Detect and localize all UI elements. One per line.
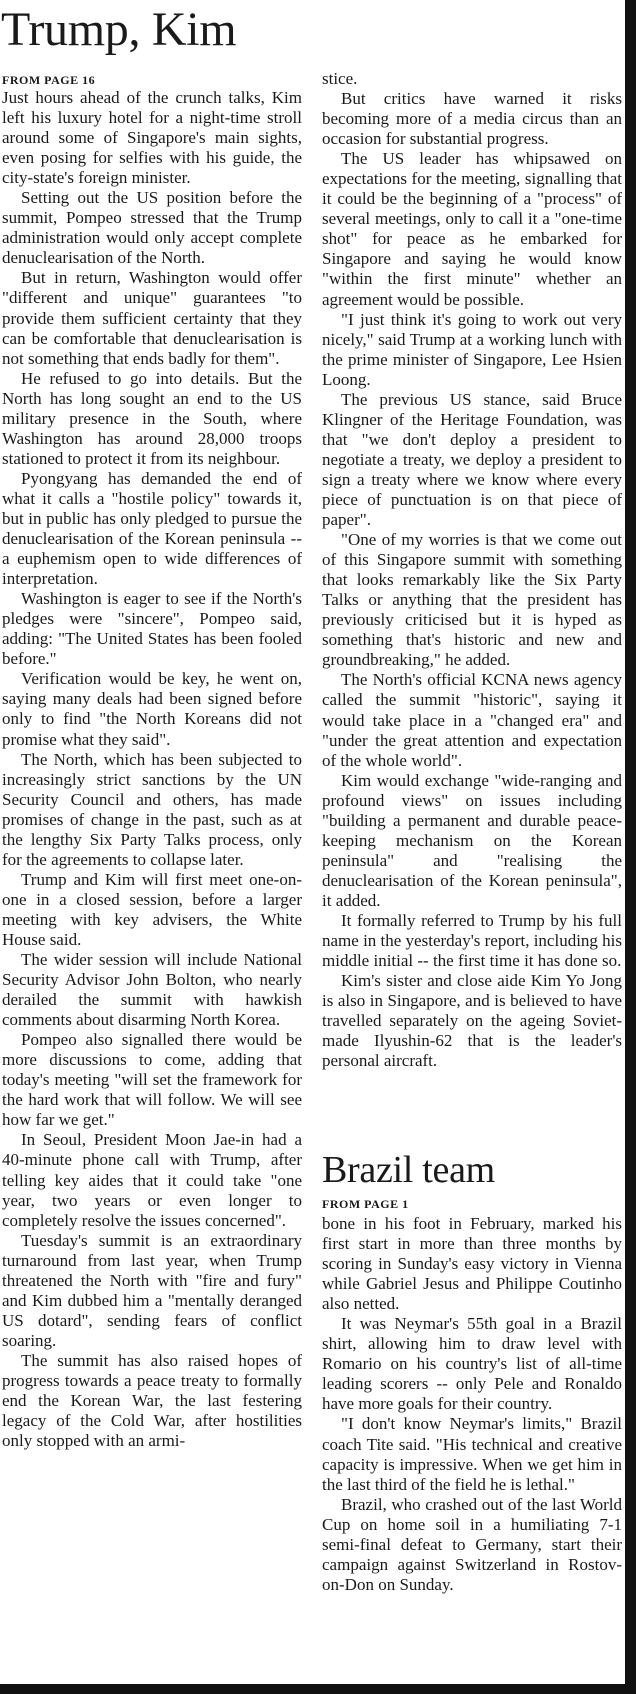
- trump-kim-headline: Trump, Kim: [1, 3, 237, 56]
- article-paragraph: The previous US stance, said Bruce Klingner of the Heritage Foundation, was that "we don't deploy a president to negotiate a treaty, we deploy a president to sign a treaty where we know where every piece of punctuation is on that piece of paper".: [322, 389, 622, 530]
- article-paragraph: bone in his foot in February, marked his first start in more than three months by scoring in Sunday's easy victory in Vienna while Gabriel Jesus and Philippe Coutinho also netted.: [322, 1214, 622, 1314]
- article-paragraph: Pompeo also signalled there would be more discussions to come, adding that today's meeting "will set the framework for the hard work that will follow. We will see how far we get.": [2, 1030, 302, 1130]
- article-paragraph: In Seoul, President Moon Jae-in had a 40-minute phone call with Trump, after telling key aides that it could take "one year, two years or even longer to completely resolve the issues concerned".: [2, 1130, 302, 1230]
- article-paragraph: But critics have warned it risks becoming more of a media circus than an occasion for substantial progress.: [322, 89, 622, 149]
- article-paragraph: Pyongyang has demanded the end of what it calls a "hostile policy" towards it, but in public has only pledged to pursue the denuclearisation of the Korean peninsula -- a euphemism open to wide differences of interpretation.: [2, 468, 302, 589]
- article-paragraph: stice.: [322, 69, 358, 88]
- article-paragraph: Verification would be key, he went on, saying many deals had been signed before only to find "the North Koreans did not promise what they said".: [2, 669, 302, 749]
- article-paragraph: Washington is eager to see if the North's pledges were "sincere", Pompeo said, adding: "The United States has been fooled before.": [2, 589, 302, 669]
- article-paragraph: But in return, Washington would offer "different and unique" guarantees "to provide them sufficient certainty that they can be comfortable that denuclearisation is not something that ends badly for them".: [2, 268, 302, 368]
- article-paragraph: "I don't know Neymar's limits," Brazil coach Tite said. "His technical and creative capacity is impressive. When we get him in the last third of the field he is lethal.": [322, 1414, 622, 1494]
- brazil-team-column: [322, 1214, 622, 1674]
- article-paragraph: Kim would exchange "wide-ranging and profound views" on issues including "building a permanent and durable peace-keeping mechanism on the Korean peninsula" and "realising the denuclearisation of the Korean peninsula", it added.: [322, 770, 622, 910]
- article-paragraph: "One of my worries is that we come out of this Singapore summit with something that looks remarkably like the Six Party Talks or anything that the president has previously criticised but it is hyped as something that's historic and new and groundbreaking," he added.: [322, 530, 622, 670]
- page-edge-bottom: [0, 1684, 636, 1694]
- article-paragraph: Brazil, who crashed out of the last World Cup on home soil in a humiliating 7-1 semi-final defeat to Germany, start their campaign against Switzerland in Rostov-on-Don on Sunday.: [322, 1494, 622, 1594]
- trump-kim-dateline: FROM PAGE 16: [2, 73, 96, 87]
- article-paragraph: Trump and Kim will first meet one-on-one in a closed session, before a larger meeting with key advisers, the White House said.: [2, 869, 302, 949]
- article-paragraph: It formally referred to Trump by his full name in the yesterday's report, including his middle initial -- the first time it has done so.: [322, 910, 622, 971]
- article-paragraph: He refused to go into details. But the North has long sought an end to the US military presence in the South, where Washington has around 28,000 troops stationed to protect it from its neighbour.: [2, 368, 302, 468]
- article-paragraph: It was Neymar's 55th goal in a Brazil shirt, allowing him to draw level with Romario on his country's list of all-time leading scorers -- only Pele and Ronaldo have more goals for their country.: [322, 1314, 622, 1414]
- article-paragraph: Tuesday's summit is an extraordinary turnaround from last year, when Trump threatened the North with "fire and fury" and Kim dubbed him a "mentally deranged US dotard", sending fears of conflict soaring.: [2, 1230, 302, 1350]
- article-paragraph: Just hours ahead of the crunch talks, Kim left his luxury hotel for a night-time stroll around some of Singapore's main sights, even posing for selfies with his guide, the city-state's foreign minister.: [2, 88, 302, 188]
- article-paragraph: The North, which has been subjected to increasingly strict sanctions by the UN Security Council and others, has made promises of change in the past, such as at the lengthy Six Party Talks process, only for the agreements to collapse later.: [2, 749, 302, 869]
- article-paragraph: Setting out the US position before the summit, Pompeo stressed that the Trump administration would only accept complete denuclearisation of the North.: [2, 188, 302, 268]
- article-paragraph: The summit has also raised hopes of progress towards a peace treaty to formally end the Korean War, the last festering legacy of the Cold War, after hostilities only stopped with an armi-: [2, 1350, 302, 1451]
- article-paragraph: The North's official KCNA news agency called the summit "historic", saying it would take place in a "changed era" and "under the great attention and expectation of the whole world".: [322, 670, 622, 770]
- trump-kim-right-column: [322, 69, 622, 1160]
- brazil-team-headline: Brazil team: [322, 1149, 495, 1191]
- page-edge-right: [625, 0, 636, 1694]
- article-paragraph: The US leader has whipsawed on expectations for the meeting, signalling that it could be the beginning of a "process" of several meetings, only to call it a "one-time shot" for peace as he embarked for Singapore and saying he would know "within the first minute" whether an agreement would be possible.: [322, 149, 622, 309]
- article-paragraph: Kim's sister and close aide Kim Yo Jong is also in Singapore, and is believed to have travelled separately on the ageing Soviet-made Ilyushin-62 that is the leader's personal aircraft.: [322, 971, 622, 1071]
- brazil-team-dateline: FROM PAGE 1: [322, 1197, 409, 1211]
- trump-kim-left-column: [2, 88, 302, 1672]
- article-paragraph: "I just think it's going to work out very nicely," said Trump at a working lunch with the prime minister of Singapore, Lee Hsien Loong.: [322, 309, 622, 389]
- article-paragraph: The wider session will include National Security Advisor John Bolton, who nearly derailed the summit with hawkish comments about disarming North Korea.: [2, 950, 302, 1030]
